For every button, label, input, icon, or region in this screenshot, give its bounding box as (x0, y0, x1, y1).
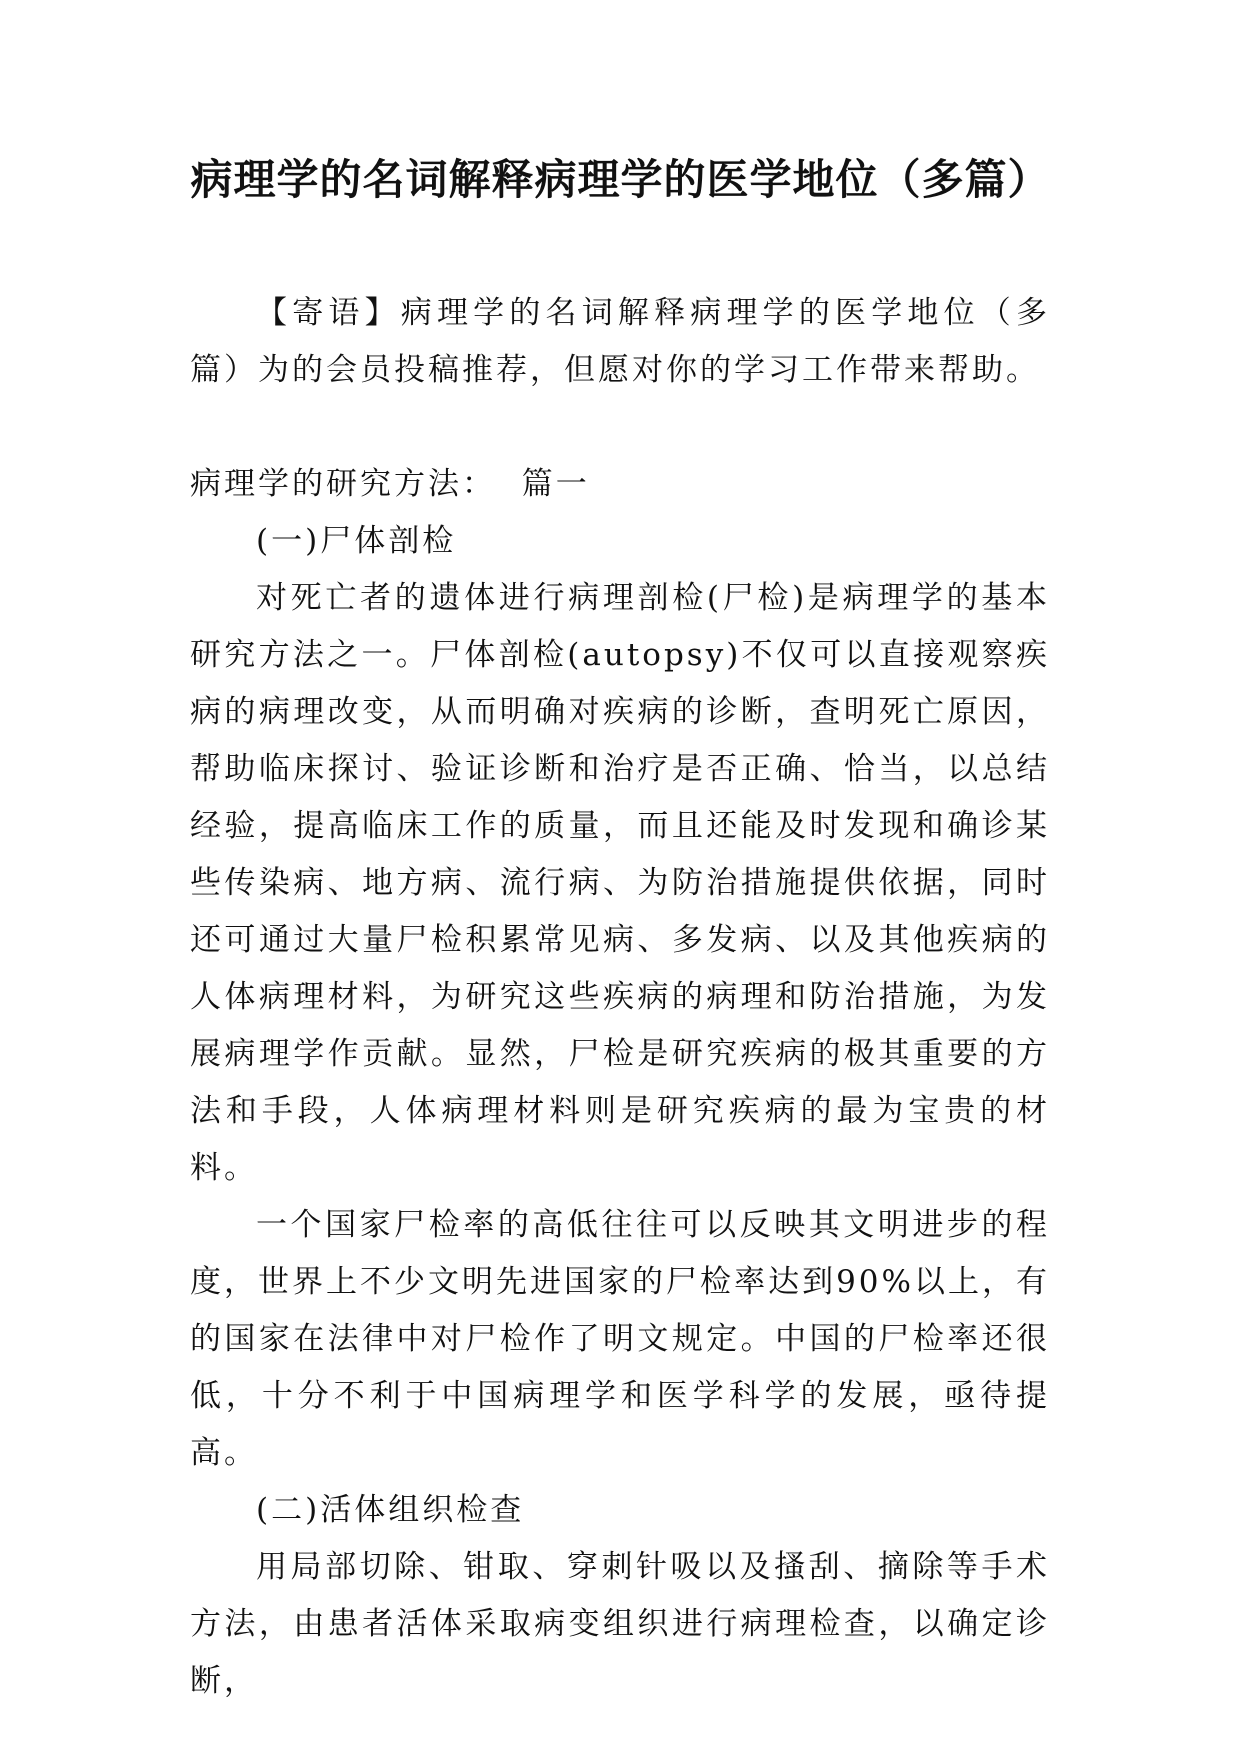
document-body (190, 285, 1050, 1710)
document-title: 病理学的名词解释病理学的医学地位（多篇） (190, 155, 1051, 204)
subheading-autopsy: (一)尸体剖检 (256, 523, 457, 559)
subheading-biopsy: (二)活体组织检查 (256, 1492, 525, 1528)
paragraph-autopsy-rate: 一个国家尸检率的高低往往可以反映其文明进步的程度，世界上不少文明先进国家的尸检率达到90%以上，有的国家在法律中对尸检作了明文规定。中国的尸检率还很低，十分不利于中国病理学和医学科学的发展，亟待提高。 (190, 1207, 1050, 1471)
paragraph-autopsy-method: 对死亡者的遗体进行病理剖检(尸检)是病理学的基本研究方法之一。尸体剖检(autopsy)不仅可以直接观察疾病的病理改变，从而明确对疾病的诊断，查明死亡原因，帮助临床探讨、验证诊断和治疗是否正确、恰当，以总结经验，提高临床工作的质量，而且还能及时发现和确诊某些传染病、地方病、流行病、为防治措施提供依据，同时还可通过大量尸检积累常见病、多发病、以及其他疾病的人体病理材料，为研究这些疾病的病理和防治措施，为发展病理学作贡献。显然，尸检是研究疾病的极其重要的方法和手段，人体病理材料则是研究疾病的最为宝贵的材料。 (190, 580, 1050, 1186)
section-heading: 病理学的研究方法： 篇一 (190, 466, 590, 502)
paragraph-biopsy-method: 用局部切除、钳取、穿刺针吸以及搔刮、摘除等手术方法，由患者活体采取病变组织进行病理检查，以确定诊断， (190, 1549, 1050, 1699)
foreword-paragraph: 【寄语】病理学的名词解释病理学的医学地位（多篇）为的会员投稿推荐，但愿对你的学习工作带来帮助。 (190, 295, 1050, 388)
